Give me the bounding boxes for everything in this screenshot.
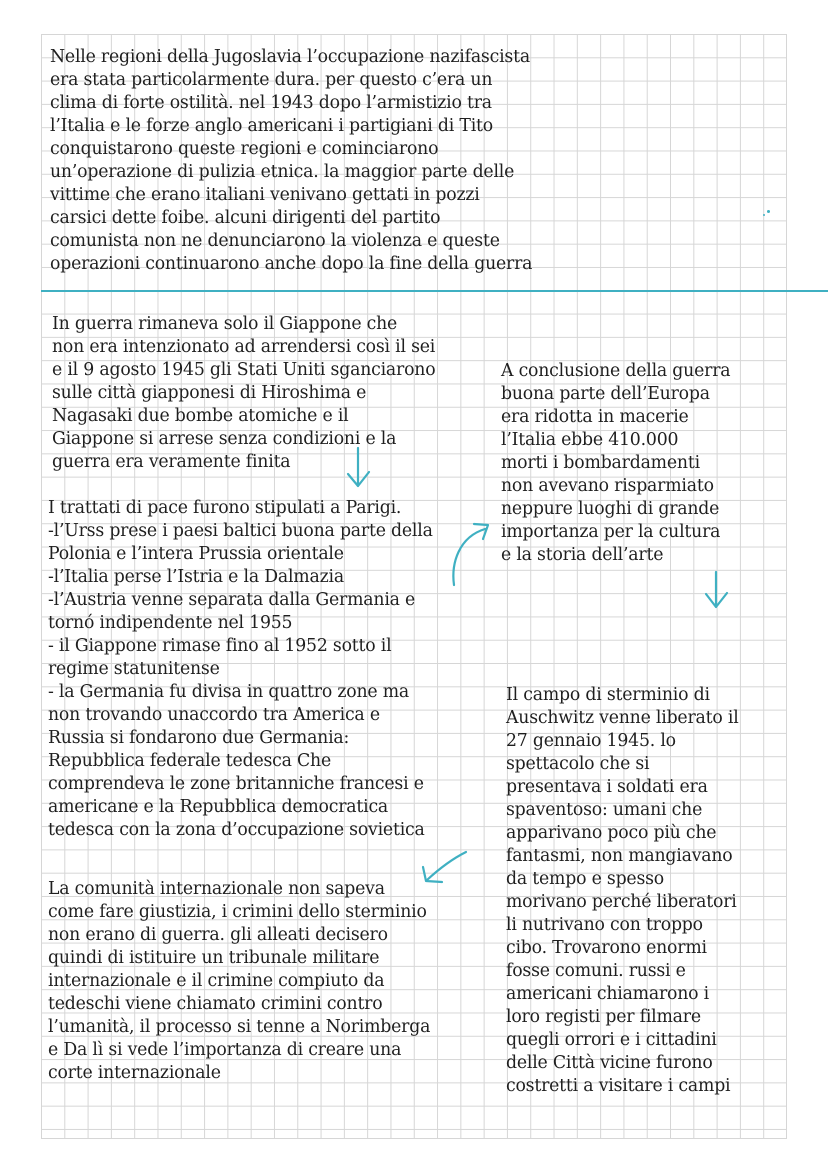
- text-block-trattati: I trattati di pace furono stipulati a Parigi. -l’Urss prese i paesi baltici buona parte della Polonia e l’intera Prussia orientale -l’Italia perse l’Istria e la Dalmazia -l’Austria venne separata dalla Germania e tornó indipendente nel 1955 - il Giappone rimase fino al 1952 sotto il regime statunitense - la Germania fu divisa in quattro zone ma non trovando unaccordo tra America e Russia si fondarono due Germania: Repubblica federale tedesca Che comprendeva le zone britanniche francesi e americane e la Repubblica democratica tedesca con la zona d’occupazione sovietica: [48, 498, 433, 840]
- text-block-jugoslavia: Nelle regioni della Jugoslavia l’occupazione nazifascista era stata particolarmente dura. per questo c’era un clima di forte ostilità. nel 1943 dopo l’armistizio tra l’Italia e le forze anglo americani i partigiani di Tito conquistarono queste regioni e cominciarono un’operazione di pulizia etnica. la maggior parte delle vittime che erano italiani venivano gettati in pozzi carsici dette foibe. alcuni dirigenti del partito comunista non ne denunciarono la violenza e queste operazioni continuarono anche dopo la fine della guerra: [50, 47, 533, 274]
- pen-dot: [763, 214, 765, 216]
- arrow-down-icon: [338, 446, 378, 492]
- text-block-comunita: La comunità internazionale non sapeva come fare giustizia, i crimini dello sterminio non erano di guerra. gli alleati decisero quindi di istituire un tribunale militare internazionale e il crimine compiuto da tedeschi viene chiamato crimini contro l’umanità, il processo si tenne a Norimberga e Da lì si vede l’importanza di creare una corte internazionale: [48, 879, 431, 1083]
- pen-dot: [767, 210, 770, 213]
- text-block-conclusione: A conclusione della guerra buona parte dell’Europa era ridotta in macerie l’Italia ebbe 410.000 morti i bombardamenti non avevano risparmiato neppure luoghi di grande importanza per la cultura e la storia dell’arte: [501, 361, 731, 565]
- section-divider: [41, 290, 828, 292]
- arrow-curved-up-icon: [445, 515, 497, 590]
- arrow-down-right-icon: [700, 570, 734, 612]
- text-block-giappone: In guerra rimaneva solo il Giappone che non era intenzionato ad arrendersi così il sei e il 9 agosto 1945 gli Stati Uniti sganciarono sulle città giapponesi di Hiroshima e Nagasaki due bombe atomiche e il Giappone si arrese senza condizioni e la guerra era veramente finita: [52, 314, 436, 472]
- arrow-curved-left-icon: [418, 846, 470, 890]
- text-block-auschwitz: Il campo di sterminio di Auschwitz venne liberato il 27 gennaio 1945. lo spettacolo che si presentava i soldati era spaventoso: umani che apparivano poco più che fantasmi, non mangiavano da tempo e spesso morivano perché liberatori li nutrivano con troppo cibo. Trovarono enormi fosse comuni. russi e americani chiamarono i loro registi per filmare quegli orrori e i cittadini delle Città vicine furono costretti a visitare i campi: [506, 685, 739, 1096]
